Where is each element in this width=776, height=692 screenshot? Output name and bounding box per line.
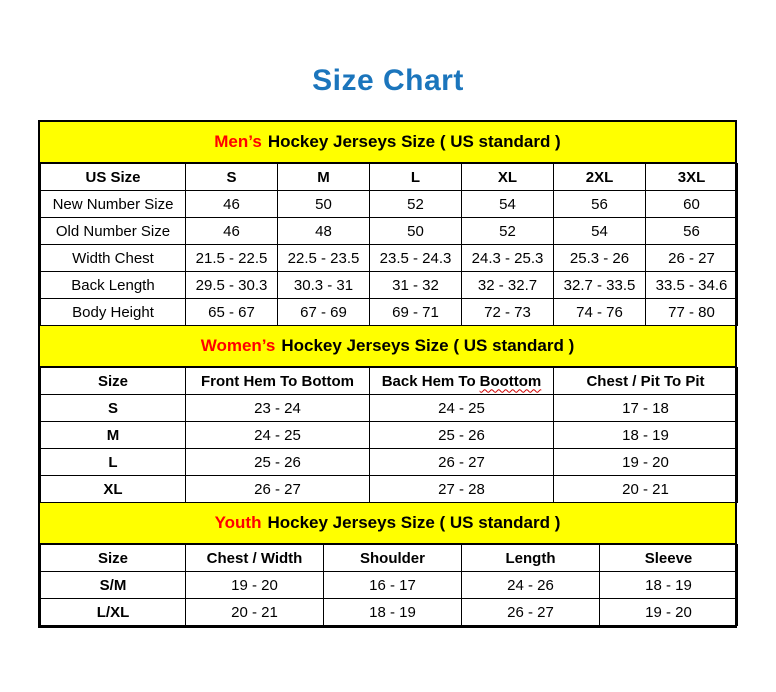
table-cell: 54	[554, 218, 646, 245]
table-cell: 65 - 67	[186, 299, 278, 326]
column-header: XL	[462, 164, 554, 191]
table-cell: 26 - 27	[370, 449, 554, 476]
table-row	[41, 191, 738, 218]
table-row	[41, 299, 738, 326]
column-header: Length	[462, 545, 600, 572]
table-cell: 24 - 25	[186, 422, 370, 449]
mens-section-title: Hockey Jerseys Size ( US standard )	[267, 132, 561, 151]
misspelled-word-spellcheck-underline: Boottom	[479, 372, 542, 390]
table-cell: 24 - 26	[462, 572, 600, 599]
table-cell: 29.5 - 30.3	[186, 272, 278, 299]
table-cell: 19 - 20	[554, 449, 738, 476]
column-header: Chest / Width	[186, 545, 324, 572]
table-cell: 18 - 19	[600, 572, 738, 599]
table-cell: 56	[554, 191, 646, 218]
table-cell: 24 - 25	[370, 395, 554, 422]
row-label: M	[41, 422, 186, 449]
table-row	[41, 599, 738, 626]
table-cell: 30.3 - 31	[278, 272, 370, 299]
table-cell: 74 - 76	[554, 299, 646, 326]
column-header: Sleeve	[600, 545, 738, 572]
womens-section-title: Hockey Jerseys Size ( US standard )	[281, 336, 575, 355]
table-cell: 19 - 20	[186, 572, 324, 599]
row-label: L	[41, 449, 186, 476]
table-cell: 54	[462, 191, 554, 218]
table-row	[41, 218, 738, 245]
page-title: Size Chart	[312, 64, 464, 97]
table-cell: 50	[278, 191, 370, 218]
youth-section-highlight: Youth	[214, 513, 262, 532]
table-cell: 31 - 32	[370, 272, 462, 299]
column-header: 2XL	[554, 164, 646, 191]
table-row	[41, 476, 738, 503]
column-header: S	[186, 164, 278, 191]
table-cell: 26 - 27	[186, 476, 370, 503]
table-cell: 46	[186, 218, 278, 245]
youth-section-title: Hockey Jerseys Size ( US standard )	[267, 513, 561, 532]
table-cell: 18 - 19	[324, 599, 462, 626]
table-cell: 56	[646, 218, 738, 245]
column-header: 3XL	[646, 164, 738, 191]
table-cell: 48	[278, 218, 370, 245]
table-cell: 72 - 73	[462, 299, 554, 326]
table-cell: 16 - 17	[324, 572, 462, 599]
table-cell: 77 - 80	[646, 299, 738, 326]
table-cell: 21.5 - 22.5	[186, 245, 278, 272]
table-cell: 69 - 71	[370, 299, 462, 326]
mens-size-table	[40, 163, 738, 326]
table-cell: 19 - 20	[600, 599, 738, 626]
womens-size-table	[40, 367, 738, 503]
table-cell: 18 - 19	[554, 422, 738, 449]
youth-header-row	[41, 545, 738, 572]
row-label: S	[41, 395, 186, 422]
table-cell: 23.5 - 24.3	[370, 245, 462, 272]
row-label: Old Number Size	[41, 218, 186, 245]
youth-section-header	[40, 503, 735, 544]
table-cell: 60	[646, 191, 738, 218]
table-cell: 26 - 27	[646, 245, 738, 272]
womens-header-row	[41, 368, 738, 395]
table-cell: 25 - 26	[186, 449, 370, 476]
table-cell: 26 - 27	[462, 599, 600, 626]
column-header: Size	[41, 368, 186, 395]
column-header-misspelled	[370, 368, 554, 395]
row-label: L/XL	[41, 599, 186, 626]
table-cell: 24.3 - 25.3	[462, 245, 554, 272]
row-label: Width Chest	[41, 245, 186, 272]
table-row	[41, 395, 738, 422]
row-label: Back Length	[41, 272, 186, 299]
table-cell: 33.5 - 34.6	[646, 272, 738, 299]
table-row	[41, 572, 738, 599]
table-cell: 67 - 69	[278, 299, 370, 326]
header-text: Back Hem To	[381, 372, 476, 390]
table-row	[41, 245, 738, 272]
table-row	[41, 449, 738, 476]
table-cell: 46	[186, 191, 278, 218]
column-header: Front Hem To Bottom	[186, 368, 370, 395]
table-cell: 27 - 28	[370, 476, 554, 503]
column-header: L	[370, 164, 462, 191]
row-label: XL	[41, 476, 186, 503]
column-header: Chest / Pit To Pit	[554, 368, 738, 395]
row-label: New Number Size	[41, 191, 186, 218]
row-label: Body Height	[41, 299, 186, 326]
womens-section-highlight: Women’s	[200, 336, 276, 355]
table-cell: 25.3 - 26	[554, 245, 646, 272]
table-cell: 52	[370, 191, 462, 218]
column-header: Shoulder	[324, 545, 462, 572]
table-cell: 32 - 32.7	[462, 272, 554, 299]
table-cell: 17 - 18	[554, 395, 738, 422]
row-label: S/M	[41, 572, 186, 599]
table-cell: 20 - 21	[554, 476, 738, 503]
size-chart-tables	[38, 120, 737, 628]
table-cell: 52	[462, 218, 554, 245]
mens-header-row	[41, 164, 738, 191]
table-cell: 32.7 - 33.5	[554, 272, 646, 299]
mens-section-header	[40, 122, 735, 163]
mens-section-highlight: Men’s	[214, 132, 262, 151]
womens-section-header	[40, 326, 735, 367]
table-cell: 50	[370, 218, 462, 245]
table-cell: 20 - 21	[186, 599, 324, 626]
table-row	[41, 422, 738, 449]
table-cell: 22.5 - 23.5	[278, 245, 370, 272]
table-cell: 23 - 24	[186, 395, 370, 422]
table-cell: 25 - 26	[370, 422, 554, 449]
column-header: Size	[41, 545, 186, 572]
column-header: US Size	[41, 164, 186, 191]
column-header: M	[278, 164, 370, 191]
youth-size-table	[40, 544, 738, 626]
table-row	[41, 272, 738, 299]
